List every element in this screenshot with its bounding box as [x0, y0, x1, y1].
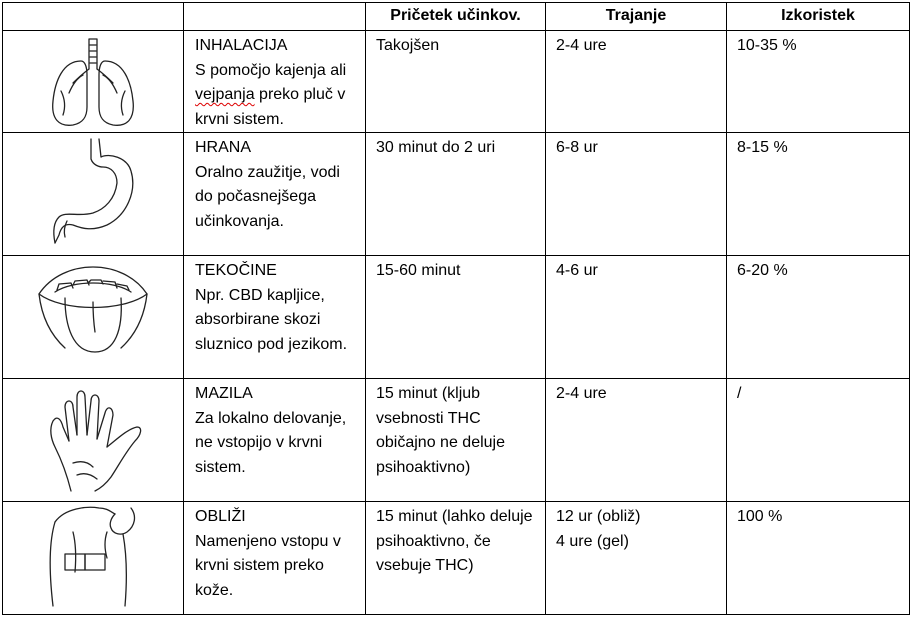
header-duration: Trajanje	[546, 3, 727, 31]
method-title: HRANA	[195, 139, 252, 156]
table-header-row	[3, 3, 910, 31]
mouth-tongue-icon	[3, 256, 183, 376]
duration-patch: 12 ur (obliž)	[556, 508, 641, 525]
method-description	[195, 59, 359, 133]
row-onset-cell: 30 minut do 2 uri	[366, 133, 546, 256]
row-image-cell	[3, 379, 184, 502]
table-row	[3, 133, 910, 256]
table-row	[3, 502, 910, 615]
row-method-cell	[184, 502, 366, 615]
method-description: Namenjeno vstopu v krvni sistem preko kože.	[195, 532, 341, 599]
row-method-cell	[184, 379, 366, 502]
row-onset-cell: 15 minut (kljub vsebnosti THC običajno ne deluje psihoaktivno)	[366, 379, 546, 502]
row-method-cell	[184, 133, 366, 256]
row-bioavailability-cell: 6-20 %	[727, 256, 910, 379]
row-image-cell	[3, 256, 184, 379]
stomach-icon	[3, 133, 183, 253]
row-method-cell	[184, 256, 366, 379]
method-title: TEKOČINE	[195, 262, 277, 279]
row-bioavailability-cell: 100 %	[727, 502, 910, 615]
header-onset: Pričetek učinkov.	[366, 3, 546, 31]
row-onset-cell: 15-60 minut	[366, 256, 546, 379]
row-bioavailability-cell: 8-15 %	[727, 133, 910, 256]
method-description: Npr. CBD kapljice, absorbirane skozi sluznico pod jezikom.	[195, 286, 348, 353]
hand-icon	[3, 379, 183, 499]
table-row	[3, 379, 910, 502]
method-title: INHALACIJA	[195, 37, 288, 54]
desc-part: S pomočjo kajenja ali	[195, 61, 347, 79]
row-duration-cell: 6-8 ur	[546, 133, 727, 256]
header-image	[3, 3, 184, 31]
row-duration-cell	[546, 502, 727, 615]
row-image-cell	[3, 133, 184, 256]
row-bioavailability-cell: /	[727, 379, 910, 502]
row-duration-cell: 2-4 ure	[546, 379, 727, 502]
row-duration-cell: 4-6 ur	[546, 256, 727, 379]
table-row	[3, 256, 910, 379]
table-row	[3, 31, 910, 133]
duration-gel: 4 ure (gel)	[556, 532, 629, 550]
misspelled-word: vejpanja	[195, 86, 255, 103]
row-bioavailability-cell: 10-35 %	[727, 31, 910, 133]
header-method	[184, 3, 366, 31]
method-title: OBLIŽI	[195, 508, 246, 525]
row-method-cell	[184, 31, 366, 133]
desc-part: preko pluč v krvni sistem.	[195, 86, 346, 128]
row-duration-cell: 2-4 ure	[546, 31, 727, 133]
method-description: Oralno zaužitje, vodi do počasnejšega učinkovanja.	[195, 163, 340, 230]
row-onset-cell: 15 minut (lahko deluje psihoaktivno, če vsebuje THC)	[366, 502, 546, 615]
row-onset-cell: Takojšen	[366, 31, 546, 133]
lungs-icon	[3, 31, 183, 131]
row-image-cell	[3, 502, 184, 615]
row-image-cell	[3, 31, 184, 133]
header-bioavailability: Izkoristek	[727, 3, 910, 31]
shoulder-patch-icon	[3, 502, 183, 612]
method-title: MAZILA	[195, 385, 253, 402]
cannabis-intake-table	[2, 2, 910, 615]
method-description: Za lokalno delovanje, ne vstopijo v krvni sistem.	[195, 409, 347, 476]
